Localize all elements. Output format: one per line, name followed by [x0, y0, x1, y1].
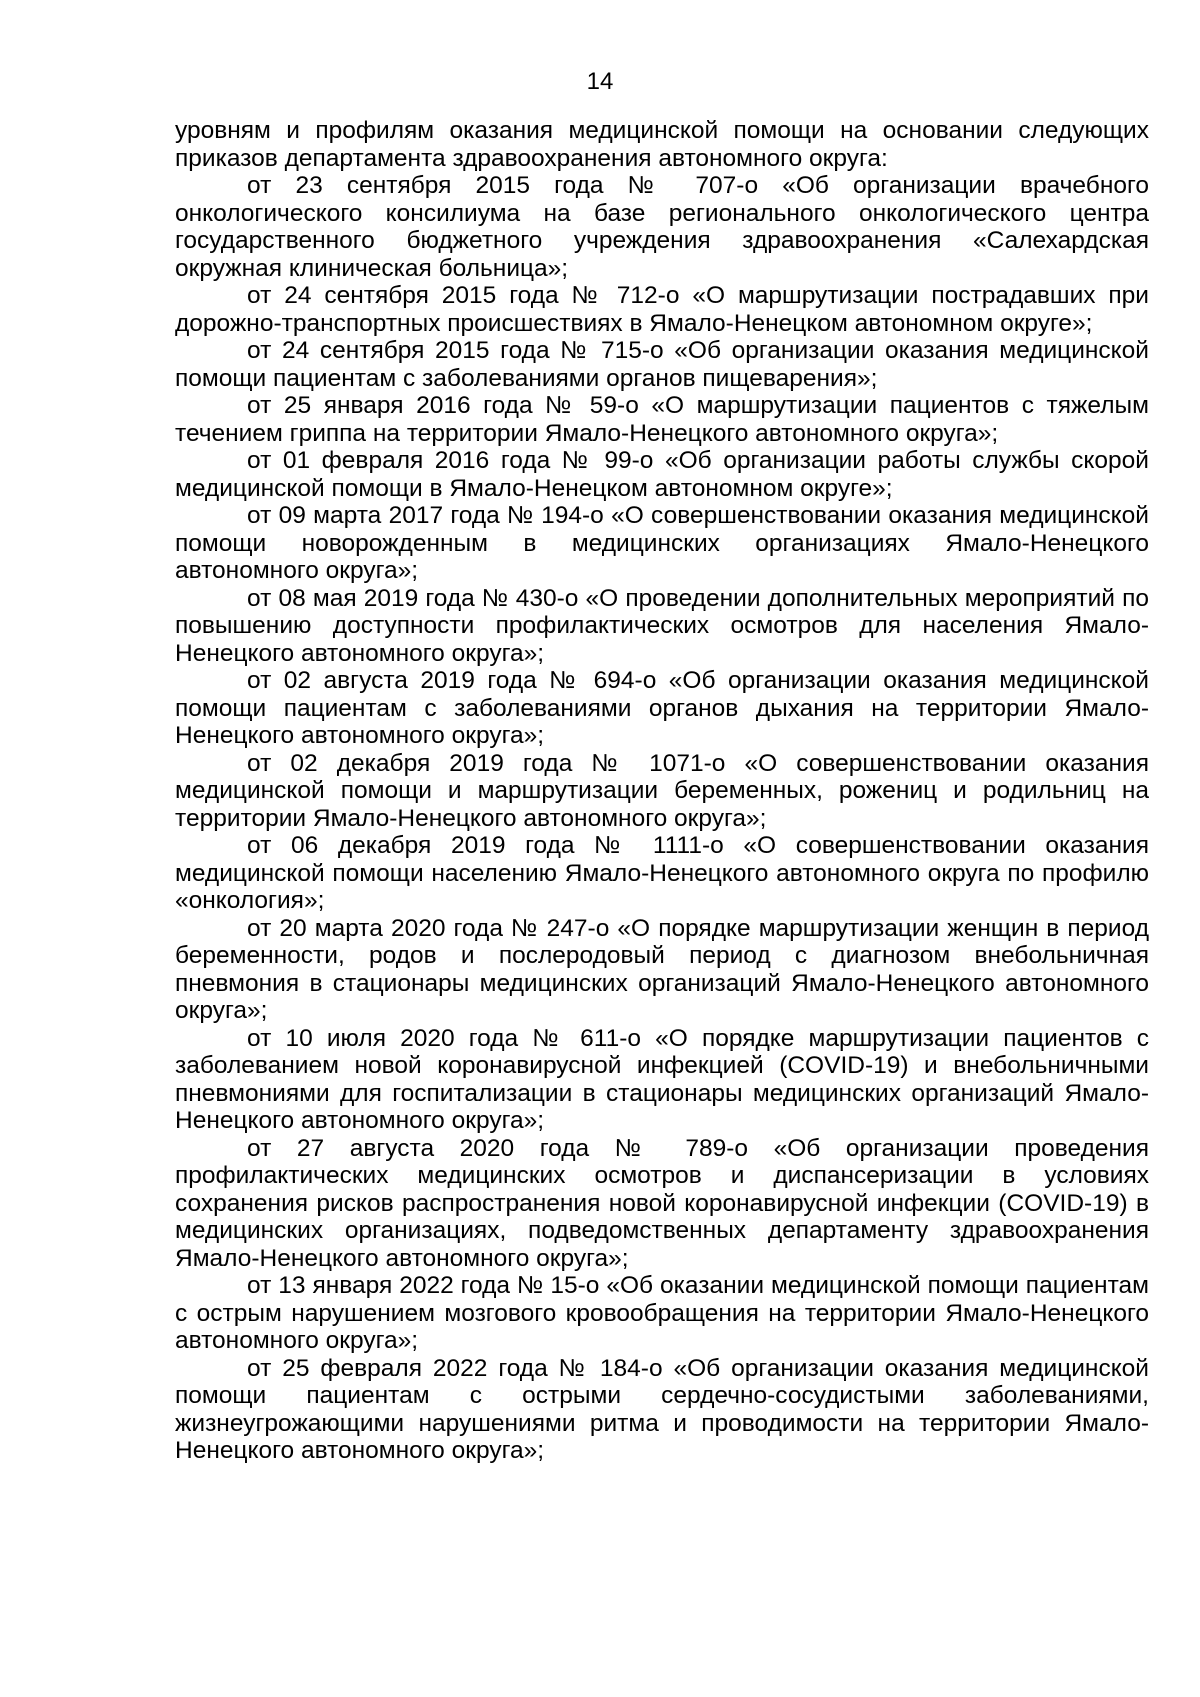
order-item: от 02 августа 2019 года № 694-о «Об организации оказания медицинской помощи пациентам с заболеваниями органов дыхания на территории Ямало-Ненецкого автономного округа»; — [175, 667, 1149, 749]
order-item: от 27 августа 2020 года № 789-о «Об организации проведения профилактических медицинских осмотров и диспансеризации в условиях сохранения рисков распространения новой коронавирусной инфекции (COVID-19) в медицинских организациях, подведомственных департаменту здравоохранения Ямало-Ненецкого автономного округа»; — [175, 1134, 1149, 1272]
order-item: от 25 января 2016 года № 59-о «О маршрутизации пациентов с тяжелым течением гриппа на территории Ямало-Ненецкого автономного округа»; — [175, 392, 1149, 447]
order-item: от 23 сентября 2015 года № 707-о «Об организации врачебного онкологического консилиума на базе регионального онкологического центра государственного бюджетного учреждения здравоохранения «Салехардская окружная клиническая больница»; — [175, 172, 1149, 282]
order-item: от 01 февраля 2016 года № 99-о «Об организации работы службы скорой медицинской помощи в Ямало-Ненецком автономном округе»; — [175, 447, 1149, 502]
order-item: от 08 мая 2019 года № 430-о «О проведении дополнительных мероприятий по повышению доступности профилактических осмотров для населения Ямало-Ненецкого автономного округа»; — [175, 584, 1149, 667]
order-item: от 24 сентября 2015 года № 715-о «Об организации оказания медицинской помощи пациентам с заболеваниями органов пищеварения»; — [175, 337, 1149, 392]
page-number: 14 — [586, 68, 614, 95]
order-item: от 02 декабря 2019 года № 1071-о «О совершенствовании оказания медицинской помощи и маршрутизации беременных, рожениц и родильниц на территории Ямало-Ненецкого автономного округа»; — [175, 749, 1149, 832]
order-item: от 10 июля 2020 года № 611-о «О порядке маршрутизации пациентов с заболеванием новой коронавирусной инфекцией (COVID-19) и внебольничными пневмониями для госпитализации в стационары медицинских организаций Ямало-Ненецкого автономного округа»; — [175, 1024, 1149, 1134]
order-item: от 09 марта 2017 года № 194-о «О совершенствовании оказания медицинской помощи новорожденным в медицинских организациях Ямало-Ненецкого автономного округа»; — [175, 502, 1149, 584]
document-body — [175, 117, 1149, 1465]
order-item: от 06 декабря 2019 года № 1111-о «О совершенствовании оказания медицинской помощи населению Ямало-Ненецкого автономного округа по профилю «онкология»; — [175, 832, 1149, 914]
paragraph-intro: уровням и профилям оказания медицинской помощи на основании следующих приказов департамента здравоохранения автономного округа: — [175, 117, 1149, 172]
order-item: от 13 января 2022 года № 15-о «Об оказании медицинской помощи пациентам с острым нарушением мозгового кровообращения на территории Ямало-Ненецкого автономного округа»; — [175, 1272, 1149, 1354]
order-item: от 25 февраля 2022 года № 184-о «Об организации оказания медицинской помощи пациентам с острыми сердечно-сосудистыми заболеваниями, жизнеугрожающими нарушениями ритма и проводимости на территории Ямало-Ненецкого автономного округа»; — [175, 1354, 1149, 1464]
order-item: от 20 марта 2020 года № 247-о «О порядке маршрутизации женщин в период беременности, родов и послеродовый период с диагнозом внебольничная пневмония в стационары медицинских организаций Ямало-Ненецкого автономного округа»; — [175, 914, 1149, 1024]
order-item: от 24 сентября 2015 года № 712-о «О маршрутизации пострадавших при дорожно-транспортных происшествиях в Ямало-Ненецком автономном округе»; — [175, 282, 1149, 337]
